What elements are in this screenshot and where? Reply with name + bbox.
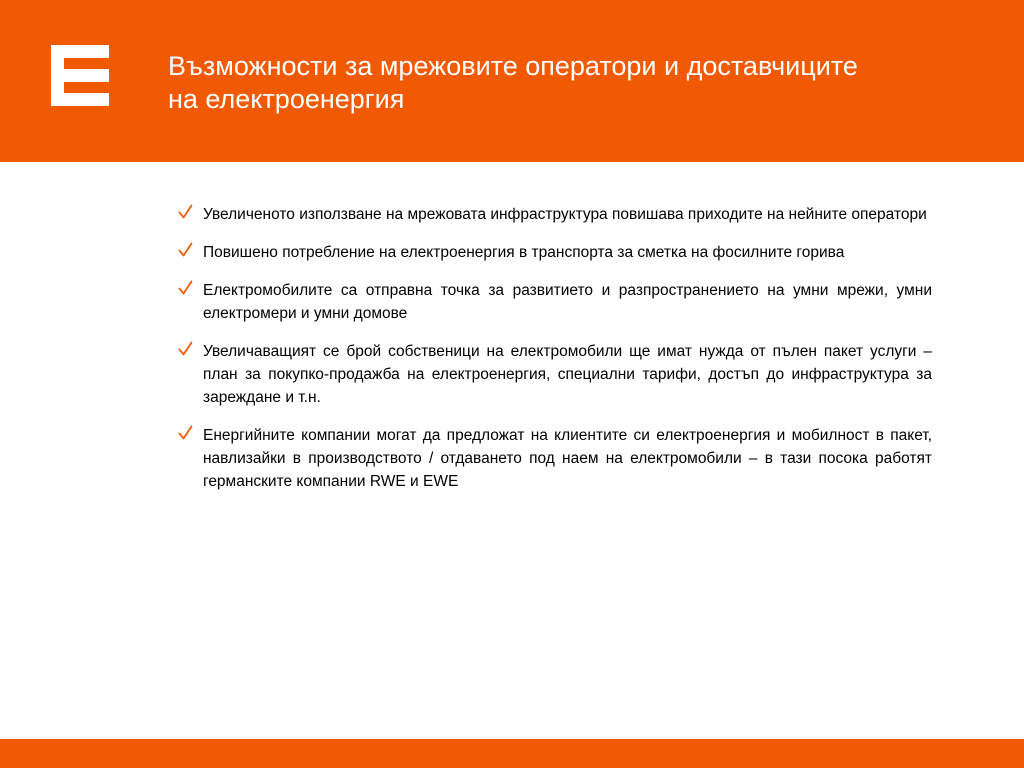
check-icon: [178, 279, 203, 301]
page-title: [168, 50, 988, 116]
bullet-item: [178, 340, 932, 409]
check-icon: [178, 203, 203, 225]
bullet-text: Електромобилите са отправна точка за развитието и разпространението на умни мрежи, умни електромери и умни домове: [203, 282, 932, 322]
bullet-item: [178, 241, 932, 264]
check-icon: [178, 241, 203, 263]
bullet-list: [178, 203, 932, 508]
page-title-line-2: на електроенергия: [168, 84, 405, 114]
check-icon: [178, 424, 203, 446]
bullet-text: Увеличаващият се брой собственици на електромобили ще имат нужда от пълен пакет услуги – план за покупко-продажба на електроенергия, специални тарифи, достъп до инфраструктура за зареждане и т.н.: [203, 343, 932, 406]
bullet-text: Енергийните компании могат да предложат на клиентите си електроенергия и мобилност в пакет, навлизайки в производството / отдаването под наем на електромобили – в тази посока работят германските компании RWE и EWE: [203, 427, 932, 490]
bullet-text: Увеличеното използване на мрежовата инфраструктура повишава приходите на нейните оператори: [203, 206, 927, 223]
bullet-item: [178, 424, 932, 493]
cez-logo-icon: [51, 45, 109, 106]
footer-band: [0, 739, 1024, 768]
bullet-text: Повишено потребление на електроенергия в транспорта за сметка на фосилните горива: [203, 244, 845, 261]
check-icon: [178, 340, 203, 362]
bullet-item: [178, 203, 932, 226]
bullet-item: [178, 279, 932, 325]
page-title-line-1: Възможности за мрежовите оператори и доставчиците: [168, 51, 858, 81]
header-band: [0, 0, 1024, 162]
